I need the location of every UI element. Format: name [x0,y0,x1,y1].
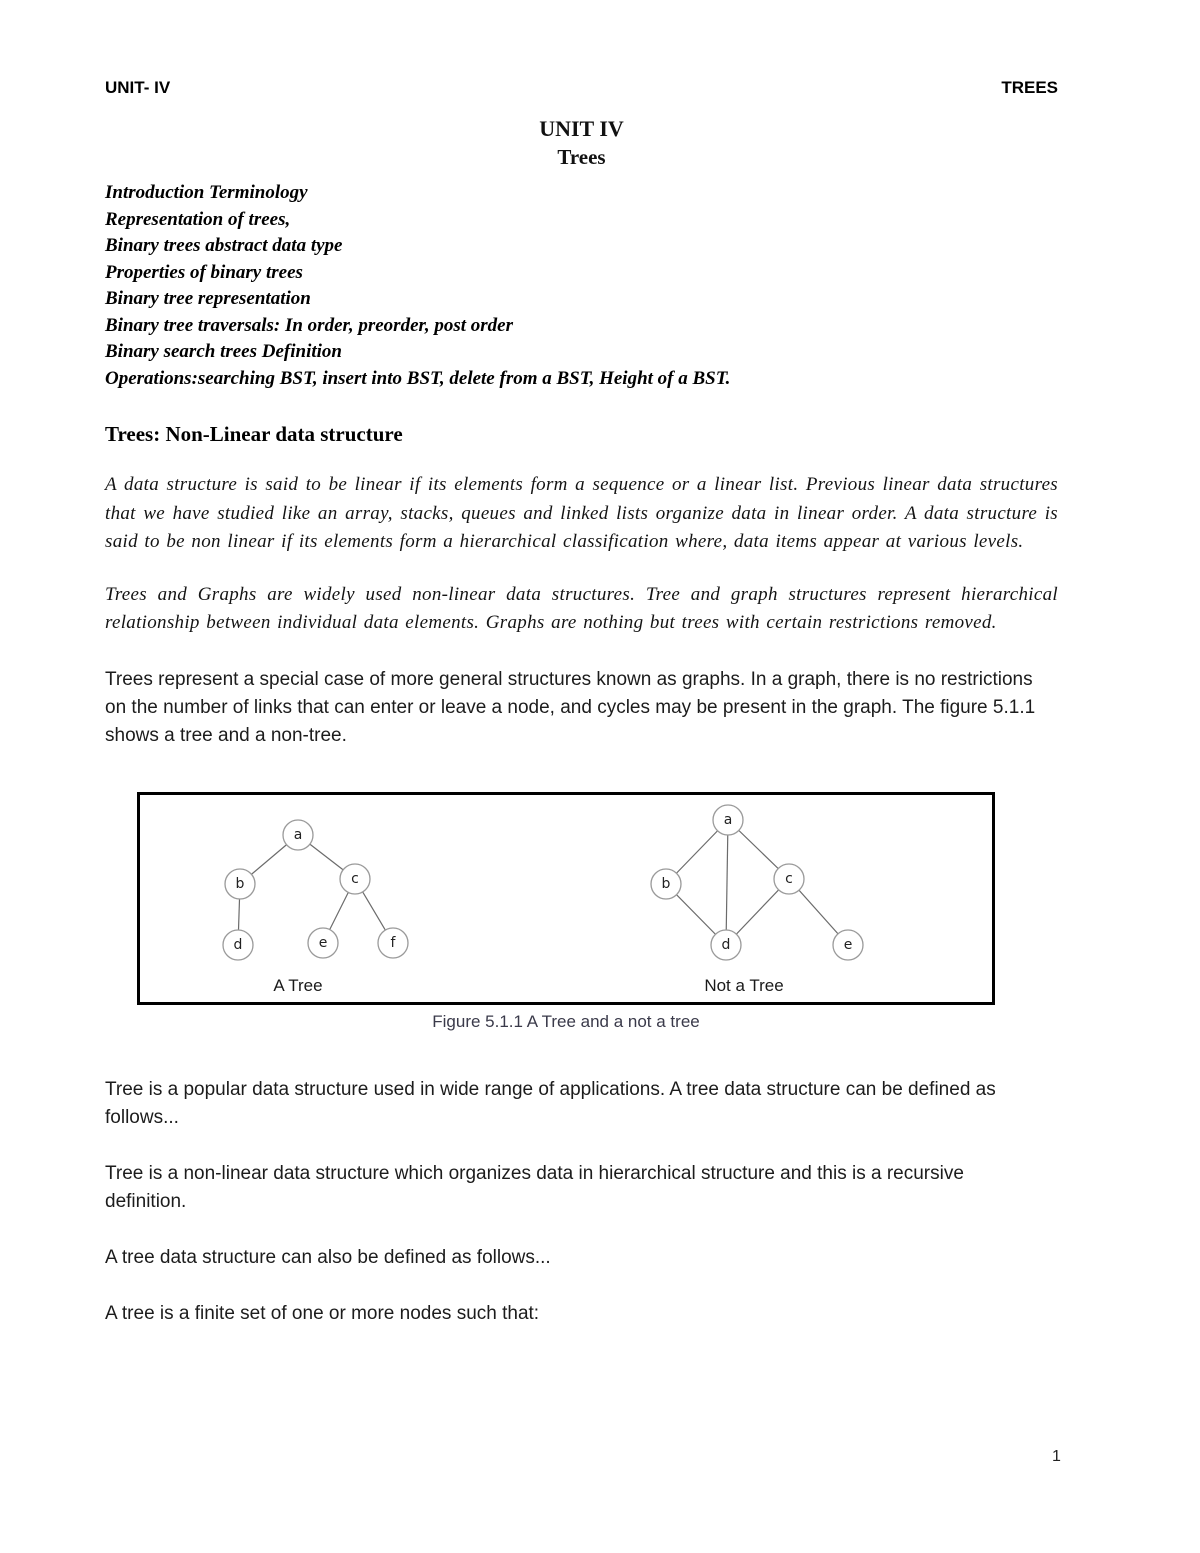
tree-node-label: c [351,870,359,887]
paragraph-finite-set: A tree is a finite set of one or more nodes such that: [105,1302,540,1324]
tree-node-label: e [318,934,328,951]
tree-node-label: a [293,826,303,843]
unit-subtitle: Trees [557,145,606,169]
tree-node-label: c [785,870,793,887]
syllabus-item: Representation of trees, [105,208,291,230]
tree-node-label: f [390,934,396,951]
paragraph-linear-definition: A data structure is said to be linear if its elements form a sequence or a linear list. Previous linear data structures that we have studied like an array, stacks, queues and linked lists organize data in linear order. A data structure is said to be non linear if its elements form a hierarchical classification where, data items appear at various levels. [105,474,1058,552]
tree-diagram [140,795,992,1002]
paragraph-nonlinear: Tree is a non-linear data structure which organizes data in hierarchical structure and this is a recursive definition. [105,1162,964,1212]
page-header [105,78,1058,98]
syllabus-item: Properties of binary trees [105,261,303,283]
diagram-a-tree [223,820,408,995]
page-number: 1 [1052,1448,1061,1465]
tree-edge [726,820,728,945]
syllabus-item: Binary tree traversals: In order, preorder, post order [105,314,513,336]
syllabus-item: Binary trees abstract data type [105,235,343,256]
section-heading: Trees: Non-Linear data structure [105,422,403,446]
syllabus-item: Binary search trees Definition [105,341,342,362]
unit-title: UNIT IV [539,116,624,141]
tree-node-label: b [235,875,245,892]
diagram-label: Not a Tree [704,975,784,995]
tree-node-label: d [233,936,243,953]
diagram-label: A Tree [273,975,323,995]
syllabus-item: Binary tree representation [105,288,311,309]
header-right-text: TREES [1001,78,1058,97]
syllabus-item: Operations:searching BST, insert into BST, delete from a BST, Height of a BST. [105,367,731,389]
tree-node-label: a [723,811,733,828]
paragraph-special-case: Trees represent a special case of more general structures known as graphs. In a graph, there is no restrictions on the number of links that can enter or leave a node, and cycles may be present in the graph. The figure 5.1.1 shows a tree and a non-tree. [105,668,1036,746]
figure-caption: Figure 5.1.1 A Tree and a not a tree [432,1011,700,1031]
paragraph-popular: Tree is a popular data structure used in wide range of applications. A tree data structure can be defined as follows... [105,1078,996,1128]
figure-box [137,792,995,1005]
paragraph-trees-graphs: Trees and Graphs are widely used non-linear data structures. Tree and graph structures represent hierarchical relationship between individual data elements. Graphs are nothing but trees with certain restrictions removed. [105,583,1058,633]
syllabus-list [105,180,1058,392]
tree-node-label: b [661,875,671,892]
tree-node-label: d [721,936,731,953]
header-left-text: UNIT- IV [105,78,171,97]
diagram-not-a-tree [651,805,863,995]
paragraph-also-defined: A tree data structure can also be defined as follows... [105,1246,551,1268]
syllabus-item: Introduction Terminology [105,182,308,203]
tree-node-label: e [843,936,853,953]
